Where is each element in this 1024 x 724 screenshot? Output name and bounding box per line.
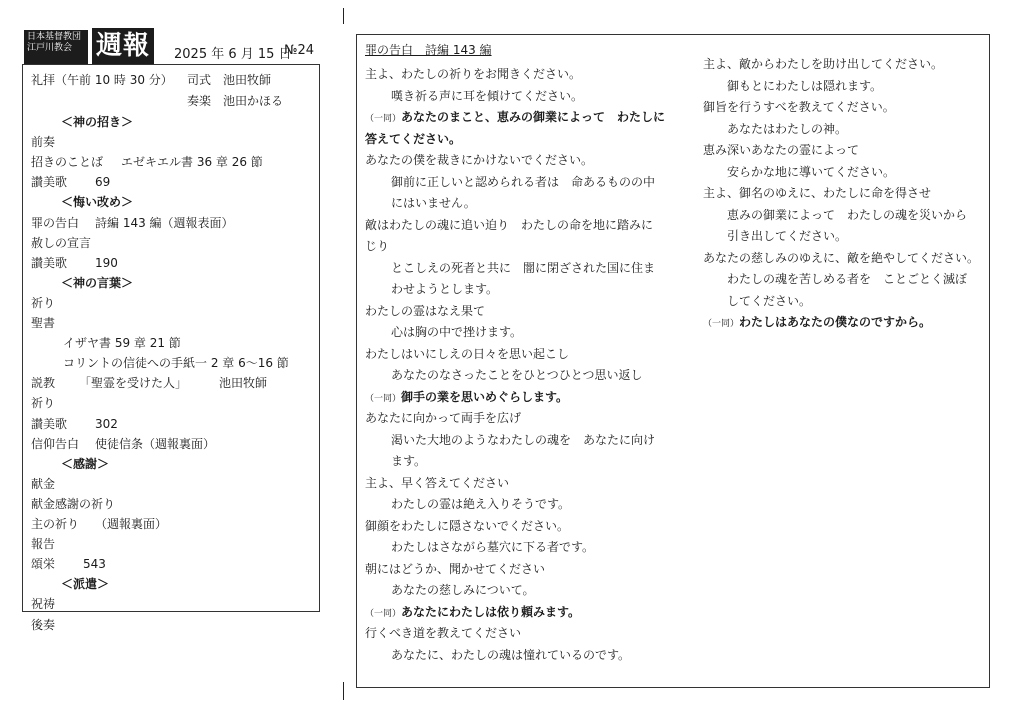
order-item: 讃美歌 (31, 416, 68, 431)
psalm-left-line (365, 476, 509, 490)
order-item: 祈り (31, 396, 56, 411)
line-text: 恵みの御業によって わたしの魂を災いから (727, 207, 968, 222)
church-name: 江戸川教会 (27, 43, 73, 53)
psalm-right-line (703, 100, 895, 114)
psalm-right-line (703, 186, 931, 200)
line-text: 御手の業を思いめぐらします。 (401, 389, 569, 404)
psalm-right-response-line (703, 315, 931, 331)
order-item-detail: エゼキエル書 36 章 26 節 (121, 155, 263, 170)
line-text: 嘆き祈る声に耳を傾けてください。 (391, 88, 584, 103)
line-text: 敵はわたしの魂に追い迫り わたしの命を地に踏みに (365, 217, 654, 232)
psalm-left-line (391, 454, 426, 468)
psalm-left-response-line (365, 605, 580, 621)
line-text: 御顔をわたしに隠さないでください。 (365, 518, 570, 533)
order-item: 献金 (31, 476, 56, 491)
psalm-left-line (365, 519, 569, 533)
organist-label: 奏楽 (187, 94, 212, 108)
line-text: 渇いた大地のようなわたしの魂を あなたに向け (391, 432, 656, 447)
order-item: 招きのことば (31, 155, 104, 170)
bulletin-date: 2025 年 6 月 15 日 (174, 47, 292, 62)
line-text: わせようとします。 (391, 282, 499, 296)
psalm-right-line (727, 165, 895, 179)
line-text: あなたのまこと、恵みの御業によって わたしに (401, 110, 666, 124)
line-text: わたしはあなたの僕なのですから。 (739, 315, 932, 329)
line-text: あなたに向かって両手を広げ (365, 411, 522, 425)
line-text: とこしえの死者と共に 闇に閉ざされた国に住ま (391, 260, 656, 275)
psalm-right-line (727, 294, 811, 308)
psalm-left-line (365, 67, 581, 81)
bulletin-title: 週報 (92, 28, 154, 64)
psalm-right-line (727, 229, 847, 243)
psalm-left-line (391, 196, 476, 210)
psalm-left-line (391, 583, 535, 597)
church-name-badge (24, 30, 88, 64)
psalm-right-line (727, 208, 967, 222)
order-of-service (22, 64, 320, 632)
order-item: イザヤ書 59 章 21 節 (63, 336, 181, 351)
order-section-heading: ＜感謝＞ (61, 456, 110, 471)
line-text: にはいません。 (391, 196, 476, 210)
psalm-left-line (391, 89, 583, 103)
psalm-left-line (391, 282, 498, 296)
order-item: 赦しの宣言 (31, 235, 92, 250)
line-text: 主よ、わたしの祈りをお聞きください。 (365, 67, 582, 81)
church-denomination: 日本基督教団 (27, 32, 82, 42)
line-text: ます。 (391, 454, 427, 468)
line-text: 御もとにわたしは隠れます。 (727, 78, 883, 93)
psalm-left-line (365, 626, 521, 640)
organist-name: 池田かほる (223, 94, 284, 108)
order-item: 聖書 (31, 316, 56, 330)
order-item: 頌栄 (31, 557, 56, 572)
order-item-detail: （週報裏面） (95, 517, 168, 531)
line-text: 引き出してください。 (727, 229, 848, 243)
order-item: 祝祷 (31, 597, 56, 612)
all-response-label: （一同） (703, 319, 740, 329)
psalm-left-line (391, 261, 655, 275)
psalm-left-line (391, 497, 570, 511)
psalm-left-line (391, 540, 594, 554)
confession-title: 罪の告白 詩編 143 編 (365, 43, 492, 57)
line-text: 朝にはどうか、聞かせてください (365, 561, 546, 576)
line-text: 答えてください。 (365, 131, 462, 146)
psalm-right-line (727, 79, 882, 93)
line-text: わたしの霊はなえ果て (365, 303, 486, 318)
order-item-detail: 302 (95, 416, 118, 431)
psalm-right-line (703, 57, 943, 71)
line-text: 心は胸の中で挫けます。 (391, 325, 523, 339)
line-text: わたしの霊は絶え入りそうです。 (391, 497, 571, 511)
order-item-detail: 「聖霊を受けた人」 (79, 376, 188, 391)
order-item: 後奏 (31, 617, 56, 632)
psalm-left-line (365, 239, 389, 253)
fold-mark-bottom (343, 682, 344, 700)
psalm-left-line (365, 562, 545, 576)
line-text: 恵み深いあなたの霊によって (703, 143, 860, 157)
order-section-heading: ＜悔い改め＞ (61, 195, 134, 210)
line-text: あなたの慈しみのゆえに、敵を絶やしてください。 (703, 250, 980, 265)
fold-mark-top (343, 8, 344, 24)
psalm-left-response-line (365, 132, 461, 146)
order-item-preacher: 池田牧師 (219, 376, 268, 391)
psalm-left-line (391, 368, 643, 382)
line-text: あなたのなさったことをひとつひとつ思い返し (391, 368, 643, 382)
line-text: あなたの慈しみについて。 (391, 583, 535, 597)
service-time: 礼拝（午前 10 時 30 分） (31, 73, 173, 87)
order-item-detail: 詩編 143 編（週報表面） (95, 215, 234, 230)
psalm-left-line (365, 347, 569, 361)
all-response-label: （一同） (365, 114, 402, 124)
psalm-right-line (703, 251, 979, 265)
psalm-left-line (365, 411, 521, 425)
psalm-left-line (391, 325, 522, 339)
line-text: わたしはいにしえの日々を思い起こし (365, 346, 570, 361)
line-text: 行くべき道を教えてください (365, 626, 522, 640)
officiant-label: 司式 (187, 73, 212, 87)
line-text: 主よ、早く答えてください (365, 475, 510, 490)
all-response-label: （一同） (365, 608, 402, 619)
order-section-heading: ＜派遣＞ (61, 577, 110, 592)
order-item: 讃美歌 (31, 175, 68, 190)
all-response-label: （一同） (365, 393, 402, 404)
order-item: 報告 (31, 537, 56, 552)
psalm-left-line (391, 648, 630, 662)
line-text: じり (365, 239, 390, 253)
order-item: コリントの信徒への手紙一 2 章 6～16 節 (63, 356, 289, 371)
order-item: 罪の告白 (31, 215, 80, 230)
psalm-right-line (703, 143, 859, 157)
order-item-detail: 69 (95, 175, 111, 190)
psalm-left-line (365, 304, 485, 318)
confession-page (356, 34, 990, 688)
line-text: わたしはさながら墓穴に下る者です。 (391, 540, 595, 554)
psalm-left-line (391, 175, 655, 189)
officiant-name: 池田牧師 (223, 73, 272, 87)
line-text: わたしの魂を苦しめる者を ことごとく滅ぼ (727, 272, 968, 286)
order-section-heading: ＜神の言葉＞ (61, 275, 134, 290)
line-text: あなたはわたしの神。 (727, 121, 848, 136)
line-text: してください。 (727, 293, 812, 308)
line-text: あなたの僕を裁きにかけないでください。 (365, 153, 594, 167)
order-item: 主の祈り (31, 517, 80, 531)
line-text: 御旨を行うすべを教えてください。 (703, 100, 895, 114)
order-item-detail: 543 (83, 557, 106, 572)
line-text: あなたにわたしは依り頼みます。 (401, 604, 581, 619)
line-text: 安らかな地に導いてください。 (727, 164, 896, 179)
order-item-detail: 190 (95, 255, 118, 270)
psalm-left-response-line (365, 110, 665, 126)
line-text: あなたに、わたしの魂は憧れているのです。 (391, 647, 631, 662)
line-text: 主よ、御名のゆえに、わたしに命を得させ (703, 186, 932, 200)
order-item: 祈り (31, 295, 56, 310)
order-item: 信仰告白 (31, 436, 80, 451)
line-text: 主よ、敵からわたしを助け出してください。 (703, 57, 944, 71)
psalm-left-line (365, 218, 653, 232)
psalm-left-line (365, 153, 593, 167)
psalm-right-line (727, 272, 967, 286)
order-section-heading: ＜神の招き＞ (61, 115, 134, 129)
psalm-left-response-line (365, 390, 568, 406)
psalm-left-line (391, 433, 655, 447)
issue-number: №24 (284, 43, 315, 58)
psalm-right-line (727, 122, 847, 136)
order-item: 献金感謝の祈り (31, 496, 116, 511)
line-text: 御前に正しいと認められる者は 命あるものの中 (391, 174, 656, 189)
order-item: 讃美歌 (31, 255, 68, 270)
order-item-detail: 使徒信条（週報裏面） (95, 436, 216, 451)
order-item: 前奏 (31, 135, 56, 150)
order-item: 説教 (31, 376, 56, 391)
